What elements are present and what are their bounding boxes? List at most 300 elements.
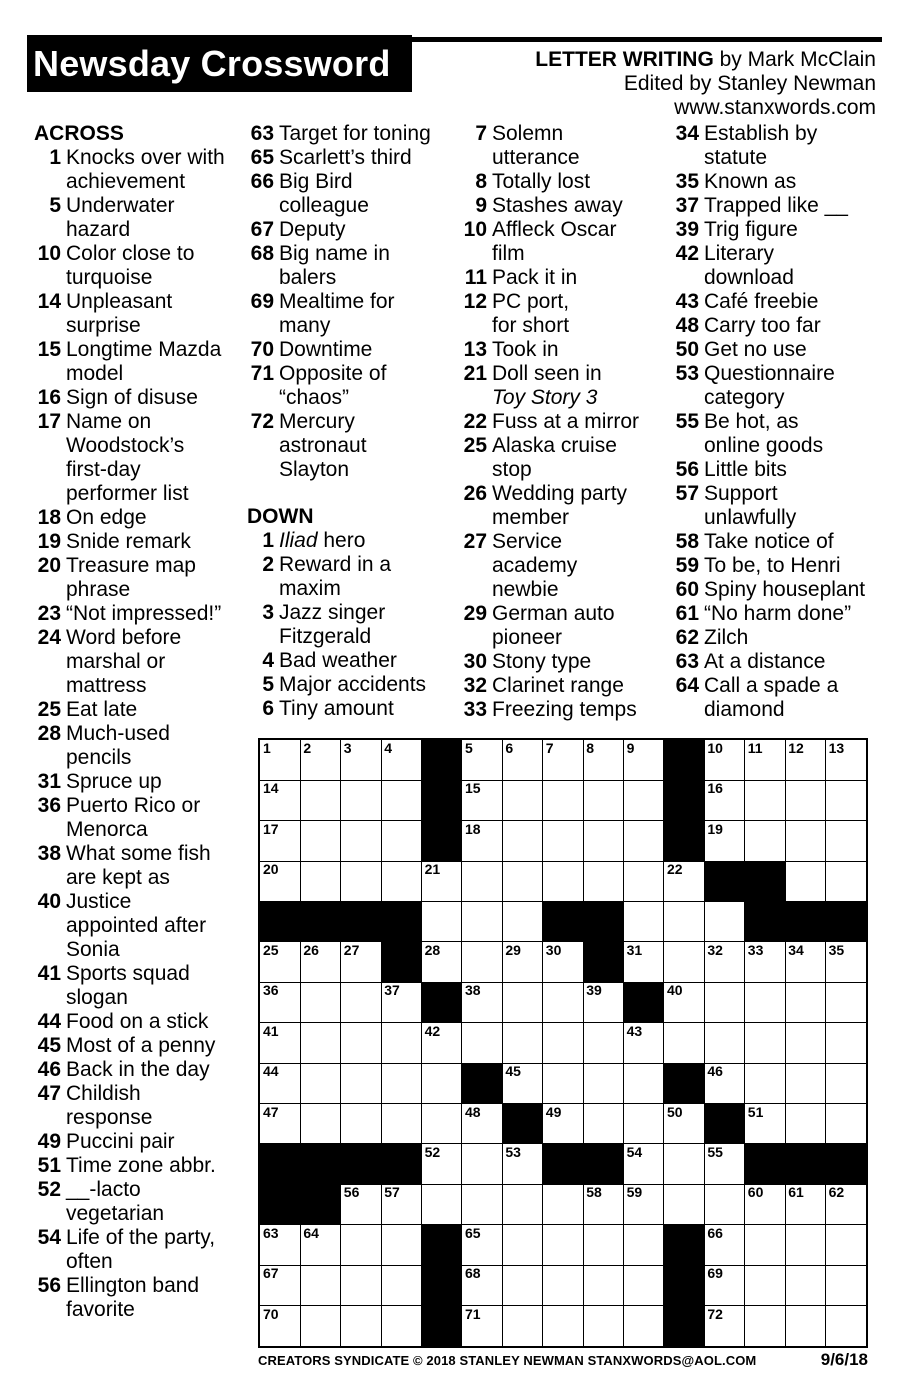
- grid-cell[interactable]: [341, 780, 382, 821]
- clue-text-line: Sonia: [66, 938, 120, 961]
- black-square: [300, 902, 341, 943]
- cell-number: 53: [505, 1144, 521, 1160]
- grid-cell[interactable]: [381, 982, 422, 1023]
- black-square: [422, 1225, 463, 1266]
- grid-cell[interactable]: [543, 821, 584, 862]
- grid-cell[interactable]: [704, 1023, 745, 1064]
- clue-number: 11: [464, 266, 487, 289]
- cell-number: 51: [747, 1103, 764, 1120]
- cell-number: 15: [465, 780, 481, 797]
- grid-cell[interactable]: [543, 982, 584, 1023]
- grid-cell[interactable]: [704, 1225, 745, 1266]
- across-clue-10: [34, 242, 225, 290]
- cell-number: 4: [384, 740, 392, 756]
- grid-cell[interactable]: [462, 821, 503, 862]
- grid-cell[interactable]: [704, 982, 745, 1023]
- clue-text-line: member: [492, 506, 570, 529]
- grid-cell[interactable]: [341, 982, 382, 1023]
- clue-number: 51: [37, 1154, 61, 1177]
- grid-cell[interactable]: [664, 1104, 705, 1145]
- grid-cell[interactable]: [543, 861, 584, 902]
- grid-cell[interactable]: [462, 1144, 503, 1185]
- clue-text-line: astronaut: [279, 434, 367, 457]
- grid-cell[interactable]: [583, 861, 624, 902]
- clue-text-line: To be, to Henri: [704, 554, 841, 577]
- clue-text-line: Zilch: [704, 626, 749, 649]
- clue-text-line: surprise: [66, 314, 141, 337]
- clue-text-line: Puccini pair: [66, 1130, 175, 1153]
- grid-cell[interactable]: [300, 1265, 341, 1306]
- grid-cell[interactable]: [502, 740, 543, 781]
- grid-cell[interactable]: [624, 1144, 665, 1185]
- grid-cell[interactable]: [260, 942, 301, 983]
- clue-text-line: Mercury: [279, 410, 355, 433]
- clue-number: 63: [250, 122, 274, 145]
- grid-cell[interactable]: [745, 1225, 786, 1266]
- clue-text-line: Totally lost: [492, 170, 591, 193]
- grid-cell[interactable]: [583, 1184, 624, 1225]
- grid-cell[interactable]: [785, 1225, 826, 1266]
- grid-cell[interactable]: [341, 1306, 382, 1346]
- clue-number: 44: [37, 1010, 61, 1033]
- grid-cell[interactable]: [462, 1104, 503, 1145]
- across-clue-28: [34, 722, 225, 770]
- grid-cell[interactable]: [624, 1104, 665, 1145]
- cell-number: 12: [788, 740, 804, 756]
- grid-cell[interactable]: [381, 1184, 422, 1225]
- grid-cell[interactable]: [745, 821, 786, 862]
- black-square: [664, 1265, 705, 1306]
- grid-cell[interactable]: [341, 1104, 382, 1145]
- grid-cell[interactable]: [745, 1184, 786, 1225]
- newspaper-banner: Newsday Crossword: [27, 35, 412, 92]
- cell-number: 2: [303, 740, 312, 756]
- grid-cell[interactable]: [704, 821, 745, 862]
- grid-cell[interactable]: [422, 1144, 463, 1185]
- grid-cell[interactable]: [745, 982, 786, 1023]
- grid-cell[interactable]: [745, 1104, 786, 1145]
- clue-text-line: Puerto Rico or: [66, 794, 201, 817]
- grid-cell[interactable]: [341, 942, 382, 983]
- clue-text-line: achievement: [66, 170, 186, 193]
- grid-cell[interactable]: [543, 1265, 584, 1306]
- grid-cell[interactable]: [745, 740, 786, 781]
- grid-cell[interactable]: [502, 780, 543, 821]
- grid-cell[interactable]: [341, 740, 382, 781]
- cell-number: 54: [626, 1144, 643, 1160]
- grid-cell[interactable]: [260, 1306, 301, 1346]
- grid-cell[interactable]: [300, 942, 341, 983]
- grid-cell[interactable]: [624, 740, 665, 781]
- grid-cell[interactable]: [260, 982, 301, 1023]
- clue-text-line: statute: [704, 146, 768, 169]
- grid-cell[interactable]: [704, 780, 745, 821]
- grid-cell[interactable]: [624, 942, 665, 983]
- grid-cell[interactable]: [341, 1184, 382, 1225]
- across-clue-45: [34, 1034, 225, 1058]
- clue-text-line: Pack it in: [492, 266, 578, 289]
- clue-text-line: On edge: [66, 506, 147, 529]
- clue-number: 55: [675, 410, 699, 433]
- grid-cell[interactable]: [462, 740, 503, 781]
- grid-cell[interactable]: [422, 902, 463, 943]
- grid-cell[interactable]: [664, 861, 705, 902]
- black-square: [422, 821, 463, 862]
- grid-cell[interactable]: [422, 1184, 463, 1225]
- grid-cell[interactable]: [300, 1306, 341, 1346]
- grid-cell[interactable]: [502, 1063, 543, 1104]
- grid-cell[interactable]: [583, 1306, 624, 1346]
- grid-cell[interactable]: [543, 942, 584, 983]
- grid-cell[interactable]: [664, 1184, 705, 1225]
- grid-cell[interactable]: [422, 1023, 463, 1064]
- across-clue-72: [247, 410, 431, 482]
- grid-cell[interactable]: [341, 1063, 382, 1104]
- clue-text-line: phrase: [66, 578, 131, 601]
- grid-cell[interactable]: [583, 740, 624, 781]
- grid-cell[interactable]: [381, 740, 422, 781]
- grid-cell[interactable]: [704, 1144, 745, 1185]
- clue-text-line: Sports squad: [66, 962, 190, 985]
- title-line: [535, 48, 876, 72]
- clue-text-line: Jazz singer: [279, 601, 386, 624]
- grid-cell[interactable]: [381, 1063, 422, 1104]
- cell-number: 38: [465, 982, 481, 999]
- clue-number: 41: [37, 962, 61, 985]
- grid-cell[interactable]: [422, 1104, 463, 1145]
- clue-number: 10: [463, 218, 487, 241]
- clue-text-line: Freezing temps: [492, 698, 637, 721]
- clue-number: 14: [37, 290, 61, 313]
- clue-text-line: Underwater: [66, 194, 175, 217]
- grid-cell[interactable]: [664, 982, 705, 1023]
- grid-cell[interactable]: [341, 1265, 382, 1306]
- grid-cell[interactable]: [543, 1063, 584, 1104]
- grid-cell[interactable]: [785, 861, 826, 902]
- grid-cell[interactable]: [300, 821, 341, 862]
- grid-cell[interactable]: [260, 1265, 301, 1306]
- grid-cell[interactable]: [341, 861, 382, 902]
- grid-cell[interactable]: [785, 1306, 826, 1346]
- clue-text-line: slogan: [66, 986, 128, 1009]
- grid-cell[interactable]: [704, 1265, 745, 1306]
- grid-cell[interactable]: [300, 861, 341, 902]
- grid-cell[interactable]: [664, 942, 705, 983]
- clue-number: 35: [675, 170, 699, 193]
- grid-cell[interactable]: [502, 1023, 543, 1064]
- grid-cell[interactable]: [300, 1023, 341, 1064]
- down-clue-33: [460, 698, 639, 722]
- grid-cell[interactable]: [826, 1023, 866, 1064]
- grid-cell[interactable]: [624, 821, 665, 862]
- grid-cell[interactable]: [543, 780, 584, 821]
- grid-cell[interactable]: [502, 1306, 543, 1346]
- grid-cell[interactable]: [826, 982, 866, 1023]
- grid-cell[interactable]: [422, 1063, 463, 1104]
- grid-cell[interactable]: [300, 1225, 341, 1266]
- grid-cell[interactable]: [502, 902, 543, 943]
- grid-cell[interactable]: [745, 1306, 786, 1346]
- grid-cell[interactable]: [826, 861, 866, 902]
- clue-text-line: Word before: [66, 626, 182, 649]
- cell-number: 32: [707, 942, 723, 958]
- grid-cell[interactable]: [502, 1225, 543, 1266]
- clue-number: 60: [675, 578, 699, 601]
- grid-cell[interactable]: [300, 982, 341, 1023]
- clue-text-line: Trapped like __: [704, 194, 848, 217]
- cell-number: 71: [465, 1305, 481, 1322]
- down-clue-9: [460, 194, 639, 218]
- grid-cell[interactable]: [785, 1023, 826, 1064]
- grid-cell[interactable]: [543, 740, 584, 781]
- clue-text-line: PC port,: [492, 290, 570, 313]
- grid-cell[interactable]: [826, 1104, 866, 1145]
- clue-number: 62: [675, 626, 699, 649]
- grid-cell[interactable]: [826, 740, 866, 781]
- grid-cell[interactable]: [300, 740, 341, 781]
- clue-number: 47: [37, 1082, 61, 1105]
- cell-number: 29: [505, 942, 521, 958]
- grid-cell[interactable]: [381, 1306, 422, 1346]
- grid-cell[interactable]: [785, 1184, 826, 1225]
- grid-cell[interactable]: [341, 1225, 382, 1266]
- clue-text-line: maxim: [279, 577, 341, 600]
- grid-cell[interactable]: [624, 1306, 665, 1346]
- grid-cell[interactable]: [583, 821, 624, 862]
- grid-cell[interactable]: [583, 1023, 624, 1064]
- grid-cell[interactable]: [624, 1225, 665, 1266]
- clue-text-line: Tiny amount: [279, 697, 394, 720]
- grid-cell[interactable]: [381, 821, 422, 862]
- down-clue-48: [672, 314, 865, 338]
- grid-cell[interactable]: [826, 780, 866, 821]
- grid-cell[interactable]: [785, 982, 826, 1023]
- cell-number: 19: [707, 820, 723, 837]
- grid-cell[interactable]: [785, 740, 826, 781]
- grid-cell[interactable]: [502, 1184, 543, 1225]
- grid-cell[interactable]: [704, 902, 745, 943]
- grid-cell[interactable]: [300, 780, 341, 821]
- grid-cell[interactable]: [704, 1063, 745, 1104]
- across-clue-68: [247, 242, 431, 290]
- grid-cell[interactable]: [624, 1184, 665, 1225]
- grid-cell[interactable]: [785, 1063, 826, 1104]
- grid-cell[interactable]: [664, 902, 705, 943]
- grid-cell[interactable]: [502, 942, 543, 983]
- grid-cell[interactable]: [502, 861, 543, 902]
- cell-number: 55: [707, 1144, 723, 1160]
- grid-cell[interactable]: [502, 821, 543, 862]
- grid-cell[interactable]: [785, 942, 826, 983]
- grid-cell[interactable]: [341, 1023, 382, 1064]
- grid-cell[interactable]: [502, 982, 543, 1023]
- down-clue-60: [672, 578, 865, 602]
- clue-text-line: download: [704, 266, 794, 289]
- clue-text-line: Questionnaire: [704, 362, 835, 385]
- down-heading: DOWN: [247, 505, 314, 528]
- grid-cell[interactable]: [826, 1225, 866, 1266]
- across-clue-1: [34, 146, 225, 194]
- cell-number: 62: [828, 1184, 845, 1201]
- clue-number: 20: [37, 554, 61, 577]
- across-clue-51: [34, 1154, 225, 1178]
- grid-cell[interactable]: [462, 1306, 503, 1346]
- cell-number: 50: [667, 1103, 683, 1120]
- across-clue-36: [34, 794, 225, 842]
- clue-number: 72: [250, 410, 274, 433]
- grid-cell[interactable]: [745, 942, 786, 983]
- across-clue-24: [34, 626, 225, 698]
- grid-cell[interactable]: [260, 780, 301, 821]
- grid-cell[interactable]: [341, 821, 382, 862]
- clue-number: 38: [37, 842, 61, 865]
- clue-text-line: German auto: [492, 602, 615, 625]
- clue-text-line: Back in the day: [66, 1058, 210, 1081]
- black-square: [826, 902, 866, 943]
- grid-cell[interactable]: [462, 902, 503, 943]
- grid-cell[interactable]: [745, 1023, 786, 1064]
- grid-cell[interactable]: [583, 1265, 624, 1306]
- grid-cell[interactable]: [704, 942, 745, 983]
- clue-text-line: Unpleasant: [66, 290, 173, 313]
- black-square: [422, 740, 463, 781]
- grid-cell[interactable]: [664, 1023, 705, 1064]
- grid-cell[interactable]: [462, 1184, 503, 1225]
- grid-cell[interactable]: [826, 821, 866, 862]
- grid-cell[interactable]: [785, 821, 826, 862]
- grid-cell[interactable]: [381, 1104, 422, 1145]
- grid-cell[interactable]: [583, 1104, 624, 1145]
- grid-cell[interactable]: [624, 780, 665, 821]
- grid-cell[interactable]: [826, 1063, 866, 1104]
- clue-number: 43: [675, 290, 699, 313]
- grid-cell[interactable]: [300, 1104, 341, 1145]
- grid-cell[interactable]: [260, 740, 301, 781]
- cell-number: 59: [626, 1184, 643, 1201]
- down-clue-29: [460, 602, 639, 650]
- grid-cell[interactable]: [624, 1063, 665, 1104]
- grid-cell[interactable]: [462, 861, 503, 902]
- grid-cell[interactable]: [422, 861, 463, 902]
- cell-number: 39: [586, 982, 602, 999]
- grid-cell[interactable]: [502, 1265, 543, 1306]
- cell-number: 5: [465, 740, 473, 756]
- grid-cell[interactable]: [826, 1306, 866, 1346]
- clue-column-3: [460, 122, 639, 722]
- grid-cell[interactable]: [422, 942, 463, 983]
- grid-cell[interactable]: [826, 1184, 866, 1225]
- grid-cell[interactable]: [381, 1265, 422, 1306]
- grid-cell[interactable]: [583, 1063, 624, 1104]
- down-clue-57: [672, 482, 865, 530]
- clue-number: 9: [475, 194, 487, 217]
- black-square: [785, 902, 826, 943]
- grid-cell[interactable]: [826, 1265, 866, 1306]
- grid-cell[interactable]: [260, 1023, 301, 1064]
- clue-column-4: [672, 122, 865, 722]
- grid-cell[interactable]: [543, 1104, 584, 1145]
- grid-cell[interactable]: [745, 780, 786, 821]
- crossword-grid[interactable]: [258, 738, 868, 1348]
- cell-number: 64: [303, 1224, 319, 1241]
- clue-text-line: online goods: [704, 434, 824, 457]
- grid-cell[interactable]: [745, 1063, 786, 1104]
- clue-number: 36: [37, 794, 61, 817]
- clue-text-line: Wedding party: [492, 482, 628, 505]
- clue-text-line: Little bits: [704, 458, 787, 481]
- grid-cell[interactable]: [381, 861, 422, 902]
- grid-cell[interactable]: [624, 1265, 665, 1306]
- grid-cell[interactable]: [381, 780, 422, 821]
- grid-cell[interactable]: [583, 1225, 624, 1266]
- down-clue-30: [460, 650, 639, 674]
- clue-text-line: Longtime Mazda: [66, 338, 222, 361]
- grid-cell[interactable]: [583, 780, 624, 821]
- clue-text-line: Service: [492, 530, 563, 553]
- grid-cell[interactable]: [300, 1063, 341, 1104]
- clue-number: 6: [262, 697, 274, 720]
- grid-cell[interactable]: [462, 1265, 503, 1306]
- grid-cell[interactable]: [745, 1265, 786, 1306]
- grid-cell[interactable]: [543, 1184, 584, 1225]
- clue-number: 50: [675, 338, 699, 361]
- grid-cell[interactable]: [381, 1023, 422, 1064]
- grid-cell[interactable]: [785, 1104, 826, 1145]
- grid-cell[interactable]: [462, 982, 503, 1023]
- grid-cell[interactable]: [462, 780, 503, 821]
- grid-cell[interactable]: [664, 1144, 705, 1185]
- cell-number: 33: [747, 942, 764, 958]
- black-square: [785, 1144, 826, 1185]
- cell-number: 72: [707, 1305, 723, 1322]
- grid-cell[interactable]: [704, 1306, 745, 1346]
- grid-cell[interactable]: [381, 1225, 422, 1266]
- grid-cell[interactable]: [624, 861, 665, 902]
- grid-cell[interactable]: [462, 942, 503, 983]
- grid-cell[interactable]: [624, 902, 665, 943]
- grid-cell[interactable]: [543, 1023, 584, 1064]
- grid-cell[interactable]: [260, 821, 301, 862]
- grid-cell[interactable]: [260, 1104, 301, 1145]
- grid-cell[interactable]: [785, 1265, 826, 1306]
- clue-text-line: Mealtime for: [279, 290, 395, 313]
- grid-cell[interactable]: [502, 1144, 543, 1185]
- across-clue-19: [34, 530, 225, 554]
- clue-number: 58: [675, 530, 699, 553]
- grid-cell[interactable]: [785, 780, 826, 821]
- grid-cell[interactable]: [543, 1225, 584, 1266]
- grid-cell[interactable]: [260, 1063, 301, 1104]
- grid-cell[interactable]: [543, 1306, 584, 1346]
- grid-cell[interactable]: [260, 1225, 301, 1266]
- grid-cell[interactable]: [583, 982, 624, 1023]
- grid-cell[interactable]: [704, 1184, 745, 1225]
- grid-cell[interactable]: [462, 1023, 503, 1064]
- black-square: [462, 1063, 503, 1104]
- black-square: [583, 942, 624, 983]
- puzzle-date: 9/6/18: [820, 1350, 868, 1369]
- clue-number: 5: [49, 194, 61, 217]
- grid-cell[interactable]: [624, 1023, 665, 1064]
- cell-number: 58: [586, 1184, 602, 1201]
- grid-cell[interactable]: [826, 942, 866, 983]
- black-square: [260, 902, 301, 943]
- grid-cell[interactable]: [462, 1225, 503, 1266]
- grid-cell[interactable]: [704, 740, 745, 781]
- down-clue-37: [672, 194, 865, 218]
- down-clue-63: [672, 650, 865, 674]
- grid-cell[interactable]: [260, 861, 301, 902]
